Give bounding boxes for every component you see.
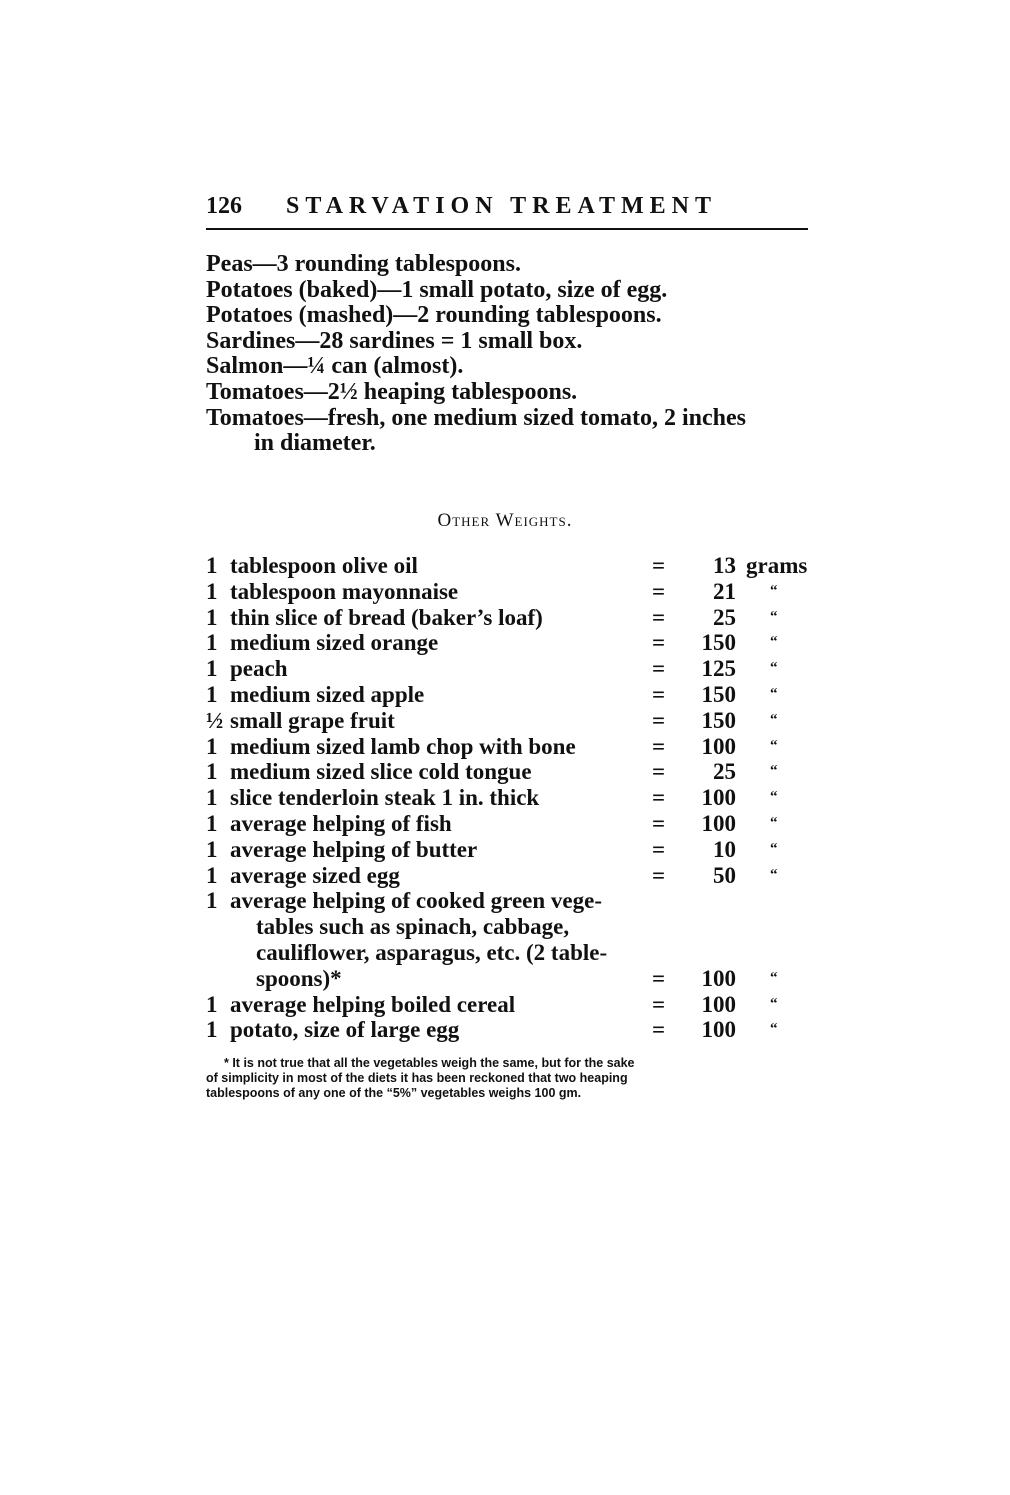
weight-qty: 1 — [206, 991, 218, 1017]
weight-qty: 1 — [206, 888, 218, 914]
measure-line: Salmon—¼ can (almost). — [206, 353, 464, 380]
measure-line: Peas—3 rounding tablespoons. — [206, 251, 521, 277]
equals-sign: = — [652, 604, 666, 630]
weight-row — [206, 811, 818, 837]
weight-qty: 1 — [206, 553, 218, 578]
weight-item: potato, size of large egg — [230, 1017, 460, 1043]
weight-item: thin slice of bread (baker’s loaf) — [230, 604, 543, 630]
ditto-mark: “ — [770, 634, 778, 651]
weight-qty: 1 — [206, 862, 218, 888]
weight-row — [206, 553, 818, 579]
equals-sign: = — [652, 707, 666, 733]
weight-row — [206, 992, 818, 1018]
weight-value: 150 — [701, 681, 736, 707]
weight-item: average helping of butter — [230, 836, 478, 862]
weight-row — [206, 837, 818, 863]
measure-line: Potatoes (baked)—1 small potato, size of egg. — [206, 276, 668, 303]
weight-value: 25 — [713, 604, 736, 630]
weight-qty: 1 — [206, 836, 218, 862]
equals-sign: = — [652, 733, 666, 759]
weight-row — [206, 605, 818, 631]
weight-value: 100 — [701, 1017, 736, 1043]
weight-qty: 1 — [206, 733, 218, 759]
footnote-line: of simplicity in most of the diets it has been reckoned that two heaping — [206, 1071, 628, 1085]
weight-item: tablespoon olive oil — [230, 553, 418, 578]
ditto-mark: “ — [770, 582, 778, 599]
footnote-line: tablespoons of any one of the “5%” vegetables weighs 100 gm. — [206, 1086, 582, 1100]
weight-item: average helping of fish — [230, 810, 452, 836]
weight-item-continuation: cauliflower, asparagus, etc. (2 table- — [256, 939, 608, 965]
measure-line-continuation: in diameter. — [254, 430, 376, 457]
weight-qty: 1 — [206, 759, 218, 785]
weight-item: medium sized slice cold tongue — [230, 759, 532, 785]
ditto-mark: “ — [770, 737, 778, 754]
equals-sign: = — [652, 681, 666, 707]
ditto-mark: “ — [770, 763, 778, 780]
weight-row-continuation — [206, 966, 818, 992]
ditto-mark: “ — [770, 969, 778, 986]
ditto-mark: “ — [770, 840, 778, 857]
equals-sign: = — [652, 578, 666, 604]
section-title: Other Weights. — [437, 510, 573, 531]
weight-row — [206, 579, 818, 605]
weight-item: small grape fruit — [230, 707, 395, 733]
weight-row — [206, 1017, 818, 1043]
equals-sign: = — [652, 810, 666, 836]
page-header — [206, 193, 808, 223]
weight-value: 100 — [701, 810, 736, 836]
weight-item-continuation: tables such as spinach, cabbage, — [256, 914, 570, 940]
measure-line: Tomatoes—fresh, one medium sized tomato, 2 inches — [206, 404, 746, 431]
ditto-mark: “ — [770, 660, 778, 677]
weight-qty: 1 — [206, 1017, 218, 1043]
weight-qty: ½ — [206, 707, 224, 733]
weight-row — [206, 759, 818, 785]
weight-value: 21 — [713, 578, 736, 604]
weight-value: 125 — [701, 656, 736, 682]
equals-sign: = — [652, 965, 666, 991]
header-rule — [206, 228, 808, 230]
weight-value: 100 — [701, 991, 736, 1017]
measure-line: Sardines—28 sardines = 1 small box. — [206, 327, 583, 354]
weight-qty: 1 — [206, 604, 218, 630]
ditto-mark: “ — [770, 866, 778, 883]
weight-row — [206, 630, 818, 656]
ditto-mark: “ — [770, 1021, 778, 1038]
weight-value: 100 — [701, 733, 736, 759]
weight-value: 100 — [701, 785, 736, 811]
measure-line: Tomatoes—2½ heaping tablespoons. — [206, 378, 578, 405]
weight-qty: 1 — [206, 810, 218, 836]
weight-row — [206, 785, 818, 811]
weight-unit: grams — [746, 553, 808, 578]
weight-qty: 1 — [206, 578, 218, 604]
measures-list — [206, 252, 816, 457]
weight-value: 100 — [701, 965, 736, 991]
ditto-mark: “ — [770, 711, 778, 728]
weight-row — [206, 682, 818, 708]
weight-row-continuation — [206, 940, 818, 966]
weight-row — [206, 863, 818, 889]
ditto-mark: “ — [770, 814, 778, 831]
weight-qty: 1 — [206, 785, 218, 811]
weight-qty: 1 — [206, 681, 218, 707]
ditto-mark: “ — [770, 789, 778, 806]
weight-value: 150 — [701, 707, 736, 733]
weight-value: 150 — [701, 630, 736, 656]
weight-value: 10 — [713, 836, 736, 862]
weights-table — [206, 553, 818, 1043]
equals-sign: = — [652, 553, 666, 578]
weight-item: tablespoon mayonnaise — [230, 578, 459, 604]
equals-sign: = — [652, 630, 666, 656]
weight-row-continuation — [206, 914, 818, 940]
weight-value: 25 — [713, 759, 736, 785]
equals-sign: = — [652, 785, 666, 811]
equals-sign: = — [652, 991, 666, 1017]
weight-qty: 1 — [206, 630, 218, 656]
page-number: 126 — [206, 193, 242, 219]
weight-qty: 1 — [206, 656, 218, 682]
footnote — [206, 1056, 812, 1101]
weight-item-continuation: spoons)* — [256, 965, 342, 991]
weight-value: 50 — [713, 862, 736, 888]
weight-item: average helping boiled cereal — [230, 991, 516, 1017]
weight-row — [206, 708, 818, 734]
weight-item: slice tenderloin steak 1 in. thick — [230, 785, 540, 811]
weight-row — [206, 734, 818, 760]
equals-sign: = — [652, 836, 666, 862]
weight-item: peach — [230, 656, 288, 682]
footnote-line: * It is not true that all the vegetables weigh the same, but for the sake — [224, 1056, 635, 1070]
ditto-mark: “ — [770, 995, 778, 1012]
weight-value: 13 — [713, 553, 736, 578]
equals-sign: = — [652, 656, 666, 682]
weight-item: medium sized orange — [230, 630, 439, 656]
measure-line: Potatoes (mashed)—2 rounding tablespoons. — [206, 302, 662, 329]
equals-sign: = — [652, 759, 666, 785]
weight-item: medium sized lamb chop with bone — [230, 733, 576, 759]
running-head: STARVATION TREATMENT — [286, 193, 718, 219]
equals-sign: = — [652, 862, 666, 888]
ditto-mark: “ — [770, 608, 778, 625]
weight-item: average helping of cooked green vege- — [230, 888, 602, 914]
weight-item: average sized egg — [230, 862, 400, 888]
weight-row — [206, 656, 818, 682]
weight-item: medium sized apple — [230, 681, 425, 707]
ditto-mark: “ — [770, 685, 778, 702]
weight-row-multiline — [206, 888, 818, 914]
equals-sign: = — [652, 1017, 666, 1043]
